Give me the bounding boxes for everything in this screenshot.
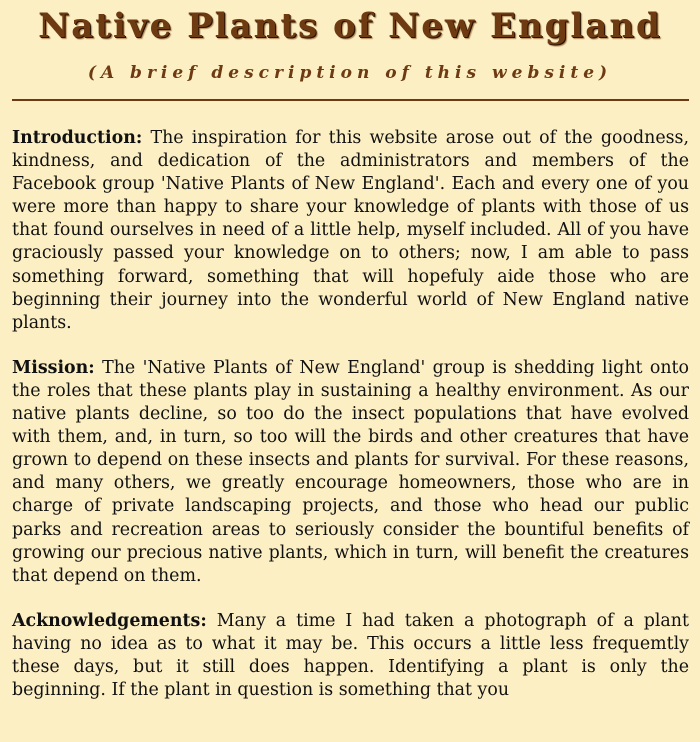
page-title: Native Plants of New England [38, 6, 662, 46]
section-text: Many a time I had taken a photograph of a plant having no idea as to what it may be. This occurs a little less frequemtly these days, but it still does happen. Identifying a plant is only the beginning. If the plant in question is something that you [12, 610, 689, 701]
main-content [12, 127, 689, 724]
section-acknowledgements [12, 610, 689, 702]
section-text: The 'Native Plants of New England' group is shedding light onto the roles that these plants play in sustaining a healthy environment. As our native plants decline, so too do the insect populations that have evolved with them, and, in turn, so too will the birds and other creatures that have grown to depend on these insects and plants for survival. For these reasons, and many others, we greatly encourage homeowners, those who are in charge of private landscaping projects, and those who head our public parks and recreation areas to seriously consider the bountiful benefits of growing our precious native plants, which in turn, will benefit the creatures that depend on them. [12, 357, 690, 586]
section-mission [12, 357, 689, 588]
section-heading: Acknowledgements: [12, 610, 207, 631]
page-subtitle: (A brief description of this website) [87, 63, 613, 83]
section-heading: Introduction: [12, 128, 143, 148]
section-heading: Mission: [12, 357, 95, 378]
section-introduction [12, 127, 689, 335]
header-divider [12, 99, 689, 101]
section-text: The inspiration for this website arose out of the goodness, kindness, and dedication of the administrators and members of the Facebook group 'Native Plants of New England'. Each and every one of you were more than happy to share your knowledge of plants with those of us that found ourselves in need of a little help, myself included. All of you have graciously passed your knowledge on to others; now, I am able to pass something forward, something that will hopefuly aide those who are beginning their journey into the wonderful world of New England native plants. [12, 128, 689, 333]
